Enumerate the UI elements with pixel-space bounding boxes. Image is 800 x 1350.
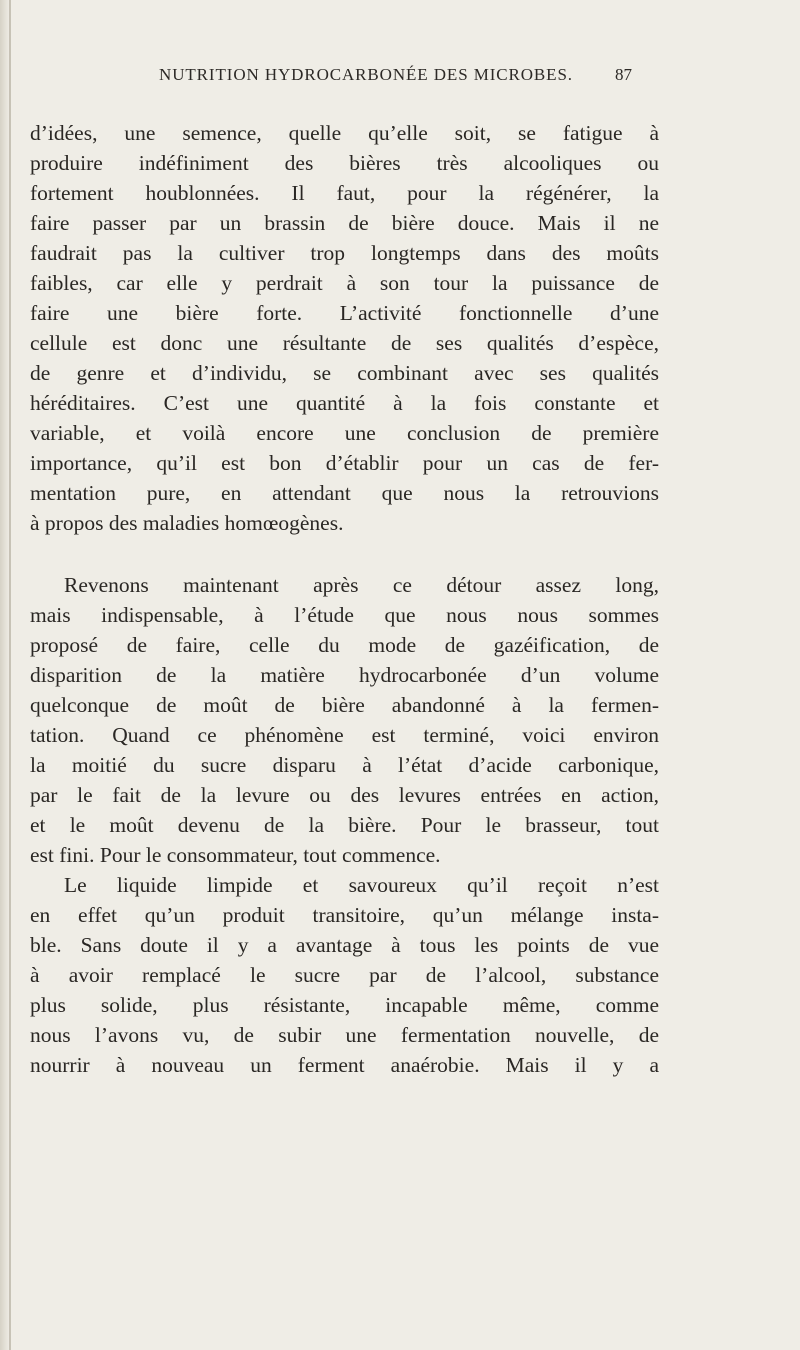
paragraph-3	[30, 870, 659, 1080]
text-line: faire passer par un brassin de bière douce. Mais il ne	[30, 211, 659, 235]
text-line: faire une bière forte. L’activité fonctionnelle d’une	[30, 301, 659, 325]
text-line: variable, et voilà encore une conclusion de première	[30, 421, 659, 445]
body-text	[30, 118, 659, 1080]
text-line: d’idées, une semence, quelle qu’elle soit, se fatigue à	[30, 121, 659, 145]
text-line: à avoir remplacé le sucre par de l’alcool, substance	[30, 963, 659, 987]
text-line: fortement houblonnées. Il faut, pour la régénérer, la	[30, 181, 659, 205]
text-line: faudrait pas la cultiver trop longtemps dans des moûts	[30, 241, 659, 265]
text-line: proposé de faire, celle du mode de gazéification, de	[30, 633, 659, 657]
text-line: à propos des maladies homœogènes.	[30, 511, 344, 535]
text-line: importance, qu’il est bon d’établir pour un cas de fer-	[30, 451, 659, 475]
page-number: 87	[615, 65, 632, 84]
text-line: nourrir à nouveau un ferment anaérobie. Mais il y a	[30, 1053, 659, 1077]
text-line: en effet qu’un produit transitoire, qu’un mélange insta-	[30, 903, 659, 927]
paragraph-1	[30, 118, 659, 538]
text-line: cellule est donc une résultante de ses qualités d’espèce,	[30, 331, 659, 355]
text-line: la moitié du sucre disparu à l’état d’acide carbonique,	[30, 753, 659, 777]
text-line: disparition de la matière hydrocarbonée d’un volume	[30, 663, 659, 687]
text-line: Revenons maintenant après ce détour assez long,	[64, 573, 659, 597]
text-line: faibles, car elle y perdrait à son tour la puissance de	[30, 271, 659, 295]
text-line: mais indispensable, à l’étude que nous nous sommes	[30, 603, 659, 627]
text-line: nous l’avons vu, de subir une fermentation nouvelle, de	[30, 1023, 659, 1047]
text-line: héréditaires. C’est une quantité à la fois constante et	[30, 391, 659, 415]
text-line: ble. Sans doute il y a avantage à tous les points de vue	[30, 933, 659, 957]
text-line: mentation pure, en attendant que nous la retrouvions	[30, 481, 659, 505]
gutter-shadow	[9, 0, 11, 1350]
text-line: est fini. Pour le consommateur, tout commence.	[30, 843, 441, 867]
text-line: de genre et d’individu, se combinant avec ses qualités	[30, 361, 659, 385]
paragraph-spacer	[30, 538, 659, 570]
text-line: Le liquide limpide et savoureux qu’il reçoit n’est	[64, 873, 659, 897]
paragraph-2	[30, 570, 659, 870]
text-line: tation. Quand ce phénomène est terminé, voici environ	[30, 723, 659, 747]
text-line: et le moût devenu de la bière. Pour le brasseur, tout	[30, 813, 659, 837]
running-head	[0, 65, 800, 91]
text-line: plus solide, plus résistante, incapable même, comme	[30, 993, 659, 1017]
running-title: NUTRITION HYDROCARBONÉE DES MICROBES.	[159, 65, 573, 84]
text-line: quelconque de moût de bière abandonné à la fermen-	[30, 693, 659, 717]
text-line: produire indéfiniment des bières très alcooliques ou	[30, 151, 659, 175]
text-line: par le fait de la levure ou des levures entrées en action,	[30, 783, 659, 807]
